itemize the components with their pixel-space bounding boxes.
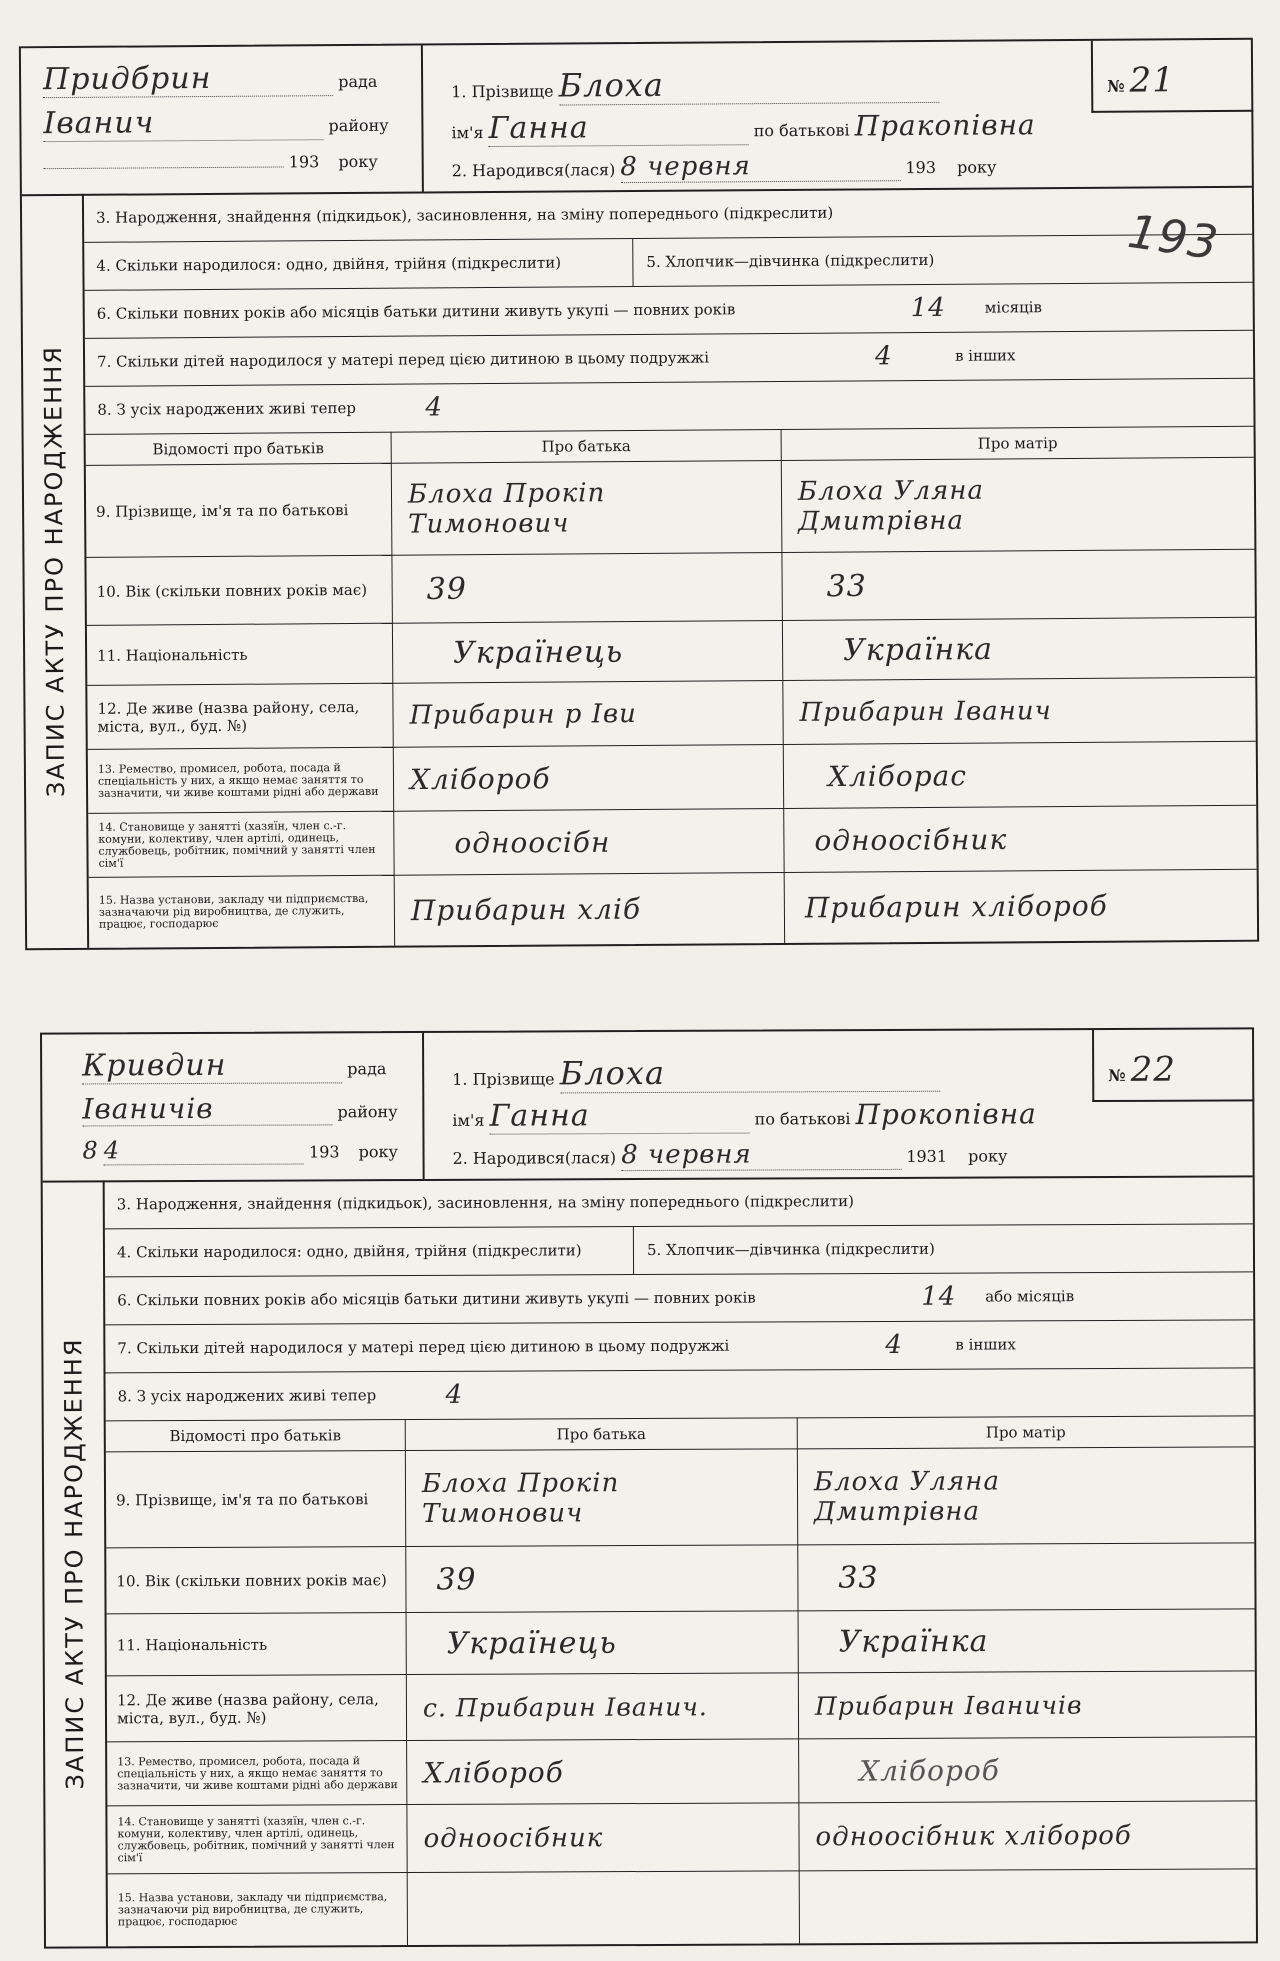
parents-table — [86, 426, 1258, 948]
born-year-suffix: року — [957, 157, 997, 177]
side-title — [43, 1180, 108, 1946]
table-label-cell — [87, 624, 393, 686]
table-label-cell — [86, 464, 393, 558]
child-info-box — [423, 40, 1252, 194]
row-12-father: Прибарин р Іви — [409, 698, 637, 731]
row-15-label: 15. Назва установи, закладу чи підприємства, зазначаючи рід виробництва, де служить, працює, господарює — [98, 891, 369, 931]
rayon-label: району — [328, 115, 389, 136]
row-15-label: 15. Назва установи, закладу чи підприємства, зазначаючи рід виробництва, де служить, працює, господарює — [117, 1890, 388, 1929]
table-label-cell — [107, 1741, 407, 1806]
table-value-cell — [407, 1803, 799, 1873]
surname-label: 1. Прізвище — [452, 1069, 555, 1089]
row-11-father: Українець — [452, 634, 624, 671]
birth-record-form-2 — [40, 1027, 1258, 1948]
table-value-cell — [799, 1737, 1255, 1803]
registry-office-box — [21, 45, 424, 196]
row-5-label: 5. Хлопчик—дівчинка (підкреслити) — [646, 1239, 935, 1260]
row-10-label: 10. Вік (скільки повних років має) — [116, 1570, 387, 1590]
table-value-cell — [407, 1611, 799, 1675]
surname-label: 1. Прізвище — [451, 81, 554, 102]
table-value-cell — [783, 678, 1255, 745]
table-value-cell — [785, 870, 1257, 943]
table-label-cell — [88, 748, 394, 814]
rayon-label: району — [337, 1102, 398, 1122]
patronymic-value: Пракопівна — [854, 108, 1036, 143]
side-title-text: ЗАПИС АКТУ ПРО НАРОДЖЕННЯ — [38, 345, 71, 798]
row-8-value: 4 — [445, 1379, 464, 1410]
surname-value: Блоха — [560, 1053, 940, 1094]
row-10-mother: 33 — [826, 568, 867, 604]
name-label: ім'я — [451, 123, 484, 143]
patronymic-label: по батькові — [753, 120, 850, 141]
table-label-cell — [87, 684, 393, 750]
row-11-mother: Українка — [842, 631, 994, 668]
table-value-cell — [394, 809, 784, 876]
name-value: Ганна — [488, 109, 748, 147]
row-13-label: 13. Ремество, промисел, робота, посада й спеціальність у них, а якщо немає заняття то зазначити, чи живе коштами рідні або держави — [97, 760, 379, 800]
date-day: 8 — [82, 1136, 99, 1165]
row-7-label: 7. Скільки дітей народилося у матері перед цією дитиною в цьому подружжі — [117, 1336, 730, 1358]
rada-value: Кривдин — [82, 1047, 342, 1084]
row-11-label: 11. Національність — [116, 1635, 268, 1654]
row-9-mother: Блоха Уляна Дмитрівна — [813, 1465, 1000, 1527]
table-value-cell — [798, 1543, 1254, 1611]
date-suffix: року — [338, 151, 378, 172]
birth-record-form-1 — [19, 38, 1259, 951]
number-value: 21 — [1129, 60, 1176, 101]
table-header-cell — [782, 426, 1254, 461]
table-value-cell — [393, 681, 783, 748]
table-value-cell — [784, 806, 1256, 873]
table-value-cell — [784, 742, 1256, 809]
table-value-cell — [394, 745, 784, 812]
record-number-box — [1091, 40, 1253, 113]
row-7-suffix: в інших — [954, 346, 1016, 365]
row-15-father: Прибарин хліб — [410, 892, 642, 928]
born-value: 8 червня — [620, 150, 900, 183]
row-6-label: 6. Скільки повних років або місяців батьки дитини живуть укупі — повних років — [96, 300, 736, 323]
surname-value: Блоха — [559, 64, 939, 106]
row-11-father: Українець — [446, 1625, 617, 1661]
table-label-cell — [107, 1675, 407, 1742]
row-6-suffix: або місяців — [985, 1287, 1075, 1306]
row-11-mother: Українка — [838, 1623, 989, 1660]
col-header-father: Про батька — [541, 436, 631, 456]
row-11-label: 11. Національність — [97, 645, 248, 665]
row-13-father: Хлібороб — [409, 761, 551, 796]
record-number-box — [1092, 1029, 1254, 1102]
row-10-father: 39 — [426, 571, 467, 607]
date-year: 193 — [288, 152, 320, 172]
side-title — [22, 194, 89, 948]
born-label: 2. Народився(лася) — [451, 160, 616, 181]
row-10-label: 10. Вік (скільки повних років має) — [96, 580, 368, 601]
row-14-label: 14. Становище у занятті (хазяїн, член с.-г. комуни, колективу, член артілі, одинець, службовець, робітник, помічний у занятті член сім'ї — [117, 1813, 395, 1864]
table-value-cell — [799, 1801, 1255, 1871]
row-6 — [105, 1271, 1253, 1325]
col-header-father: Про батька — [556, 1424, 646, 1443]
row-8 — [105, 1367, 1253, 1421]
row-7 — [105, 1319, 1253, 1373]
col-header-info: Відомості про батьків — [169, 1425, 342, 1445]
margin-number: 193 — [1124, 203, 1223, 271]
born-year-suffix: року — [968, 1146, 1008, 1166]
side-title-text: ЗАПИС АКТУ ПРО НАРОДЖЕННЯ — [59, 1337, 90, 1790]
row-14-father: одноосібник — [423, 1822, 604, 1854]
row-5-label: 5. Хлопчик—дівчинка (підкреслити) — [646, 250, 935, 271]
row-9-label: 9. Прізвище, ім'я та по батькові — [96, 500, 349, 521]
name-label: ім'я — [452, 1110, 485, 1130]
patronymic-value: Прокопівна — [855, 1097, 1037, 1132]
row-6-suffix: місяців — [984, 298, 1042, 317]
row-7-value: 4 — [874, 341, 893, 372]
born-value: 8 червня — [621, 1139, 901, 1171]
row-9-mother: Блоха Уляна Дмитрівна — [797, 475, 985, 537]
row-13-label: 13. Ремество, промисел, робота, посада й спеціальність у них, а якщо немає заняття то зазначити, чи живе коштами рідні або держави — [117, 1753, 398, 1792]
child-info-box — [424, 1029, 1253, 1181]
born-year: 1931 — [906, 1146, 948, 1166]
table-value-cell — [406, 1545, 798, 1613]
table-value-cell — [392, 553, 782, 624]
table-label-cell — [106, 1547, 406, 1614]
row-6-label: 6. Скільки повних років або місяців батьки дитини живуть укупі — повних років — [117, 1288, 756, 1310]
row-12-mother: Прибарин Іванич — [799, 695, 1052, 728]
row-13-father: Хлібороб — [423, 1755, 564, 1789]
row-6-value: 14 — [921, 1281, 957, 1312]
row-4-5 — [105, 1223, 1253, 1277]
table-value-cell — [800, 1869, 1256, 1943]
row-8-label: 8. З усіх народжених живі тепер — [117, 1386, 377, 1406]
parents-table — [106, 1415, 1256, 1946]
rayon-value: Іванич — [43, 104, 323, 142]
row-12-label: 12. Де живе (назва району, села, міста, вул., буд. №) — [97, 697, 360, 736]
row-8-value: 4 — [425, 392, 444, 423]
table-value-cell — [799, 1671, 1255, 1739]
row-8-label: 8. З усіх народжених живі тепер — [97, 398, 357, 419]
table-value-cell — [407, 1739, 799, 1805]
table-header-cell — [106, 1419, 406, 1452]
table-value-cell — [782, 458, 1255, 553]
table-header-cell — [798, 1415, 1254, 1449]
row-7-label: 7. Скільки дітей народилося у матері перед цією дитиною в цьому подружжі — [97, 348, 710, 371]
row-14-father: одноосібн — [454, 825, 611, 860]
row-14-mother: одноосібник — [814, 822, 1008, 857]
rada-label: рада — [347, 1059, 387, 1079]
row-3-label: 3. Народження, знайдення (підкидьок), засиновлення, на зміну попереднього (підкреслити) — [116, 1192, 854, 1214]
row-9-label: 9. Прізвище, ім'я та по батькові — [116, 1489, 369, 1509]
row-3-label: 3. Народження, знайдення (підкидьок), засиновлення, на зміну попереднього (підкреслити) — [95, 203, 834, 227]
row-12-father: с. Прибарин Іванич. — [422, 1691, 708, 1722]
born-label: 2. Народився(лася) — [452, 1148, 617, 1168]
table-label-cell — [107, 1613, 407, 1676]
row-4-label: 4. Скільки народилося: одно, двійня, трійня (підкреслити) — [116, 1241, 582, 1262]
table-value-cell — [782, 550, 1254, 621]
number-label: № — [1107, 76, 1125, 96]
row-13-mother: Хлібороб — [859, 1753, 1000, 1788]
row-10-father: 39 — [436, 1561, 477, 1597]
registry-office-box — [42, 1033, 425, 1183]
col-header-mother: Про матір — [985, 1422, 1066, 1442]
date-suffix: року — [358, 1142, 398, 1162]
table-value-cell — [393, 621, 783, 684]
date-month: 4 — [104, 1136, 304, 1166]
number-label: № — [1108, 1065, 1126, 1085]
row-15-mother: Прибарин хлібороб — [804, 889, 1108, 925]
table-value-cell — [392, 461, 783, 556]
table-value-cell — [395, 873, 785, 946]
row-12-mother: Прибарин Іваничів — [814, 1690, 1083, 1721]
table-value-cell — [406, 1449, 798, 1547]
table-value-cell — [799, 1609, 1255, 1673]
row-13-mother: Хліборас — [827, 758, 968, 793]
row-6-value: 14 — [910, 292, 946, 324]
col-header-info: Відомості про батьків — [152, 438, 324, 458]
row-7-value: 4 — [885, 1329, 903, 1360]
table-value-cell — [783, 618, 1255, 681]
rayon-value: Іваничів — [82, 1091, 332, 1126]
row-4-label: 4. Скільки народилося: одно, двійня, трійня (підкреслити) — [96, 253, 562, 275]
row-14-mother: одноосібник хлібороб — [815, 1820, 1132, 1852]
rada-label: рада — [338, 71, 378, 92]
row-14-label: 14. Становище у занятті (хазяїн, член с.-г. комуни, колективу, член артілі, одинець, службовець, робітник, помічний у занятті член сім'ї — [98, 818, 376, 870]
col-header-mother: Про матір — [977, 433, 1058, 453]
name-value: Ганна — [489, 1098, 749, 1135]
row-10-mother: 33 — [838, 1559, 879, 1596]
table-value-cell — [798, 1447, 1254, 1545]
row-9-father: Блоха Прокіп Тимонович — [407, 477, 606, 540]
table-label-cell — [86, 556, 392, 626]
table-label-cell — [108, 1873, 408, 1946]
table-header-cell — [406, 1417, 798, 1451]
table-label-cell — [88, 812, 394, 878]
table-label-cell — [89, 876, 395, 948]
table-header-cell — [86, 432, 392, 466]
row-12-label: 12. Де живе (назва району, села, міста, вул., буд. №) — [116, 1689, 379, 1727]
born-year: 193 — [905, 157, 937, 178]
row-7-suffix: в інших — [955, 1335, 1016, 1354]
table-value-cell — [407, 1673, 799, 1741]
number-value: 22 — [1130, 1049, 1177, 1090]
rada-value: Придбрин — [43, 60, 333, 98]
table-label-cell — [107, 1805, 407, 1874]
date-year: 193 — [308, 1142, 340, 1162]
row-9-father: Блоха Прокіп Тимонович — [421, 1467, 620, 1529]
table-header-cell — [392, 429, 782, 464]
row-3 — [105, 1175, 1253, 1229]
table-value-cell — [408, 1871, 800, 1945]
patronymic-label: по батькові — [754, 1109, 851, 1129]
table-label-cell — [106, 1451, 406, 1548]
